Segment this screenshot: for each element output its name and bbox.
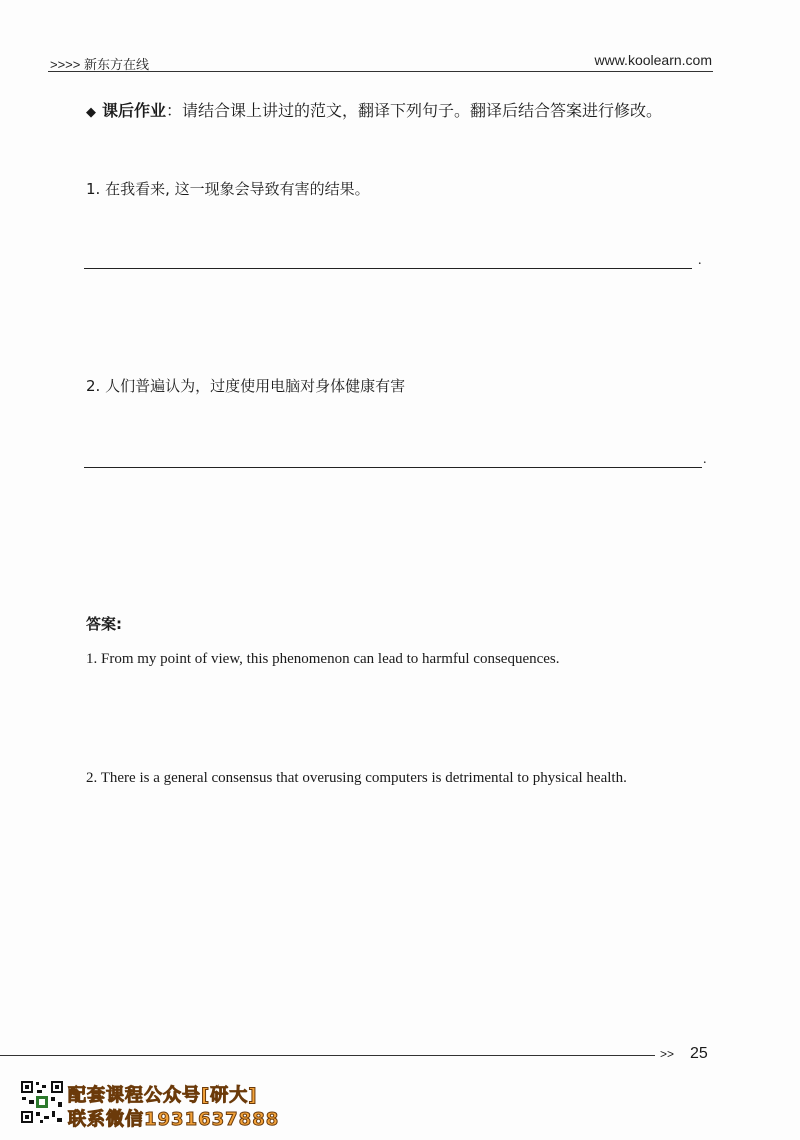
answer-line-1-end: . [698,253,702,268]
homework-instruction [86,98,662,121]
footer-arrows: >> [660,1047,675,1061]
footer-rule [0,1055,655,1056]
answer-1: 1. From my point of view, this phenomenon can lead to harmful consequences. [86,651,560,667]
answer-line-2 [84,467,702,468]
page-number: 25 [690,1045,708,1062]
homework-label: 课后作业 [102,101,167,120]
header-left: >>>> 新东方在线 [50,57,149,72]
answers-heading: 答案: [86,615,122,633]
promo-line-2: 联系微信1931637888 [68,1109,280,1130]
homework-text: ：请结合课上讲过的范文，翻译下列句子。翻译后结合答案进行修改。 [166,101,663,120]
qr-code-icon [20,1080,64,1124]
header-rule [48,71,713,72]
answer-line-1 [84,268,692,269]
diamond-bullet-icon: ◆ [86,105,96,120]
question-2: 2. 人们普遍认为，过度使用电脑对身体健康有害 [86,377,406,395]
answer-2: 2. There is a general consensus that overusing computers is detrimental to physical health. [86,770,627,786]
answer-line-2-end: . [703,452,707,467]
promo-line-1: 配套课程公众号[研大] [68,1085,258,1106]
question-1: 1. 在我看来, 这一现象会导致有害的结果。 [86,180,370,198]
header-url: www.koolearn.com [594,52,712,68]
